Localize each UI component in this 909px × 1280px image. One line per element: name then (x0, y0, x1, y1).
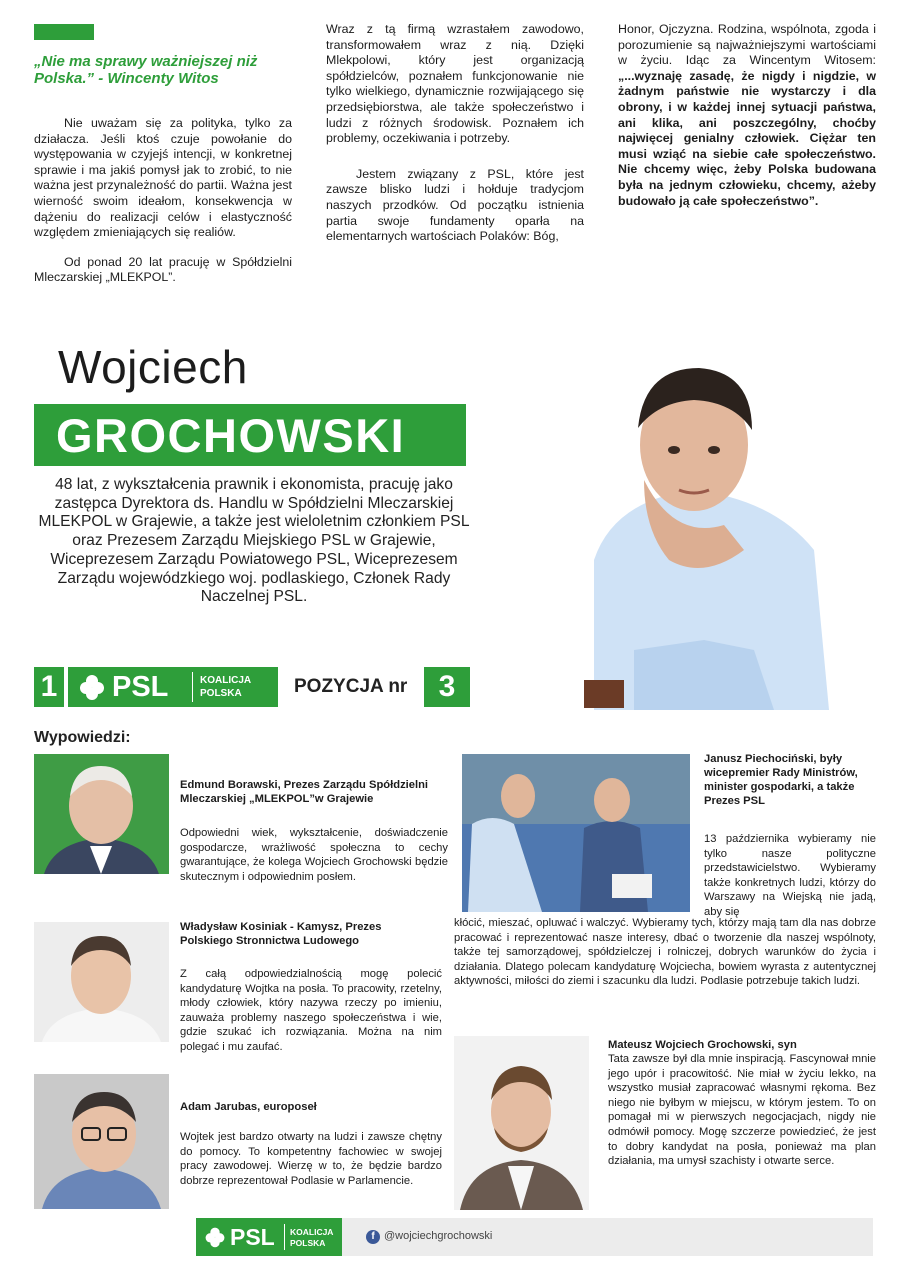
testimonial-author: Mateusz Wojciech Grochowski, syn (608, 1039, 797, 1051)
coalition-label-2: POLSKA (290, 1238, 326, 1248)
party-name: PSL (230, 1224, 275, 1250)
accent-bar (34, 24, 94, 40)
paragraph: Od ponad 20 lat pracuję w Spółdzielni Mleczarskiej „MLEKPOL”. (34, 254, 292, 285)
testimonial-text: kłócić, mieszać, opluwać i walczyć. Wybieramy tych, którzy mają tam dla nas dobrze pracować i reprezentować nasze interesy, dbać o tworzenie dla naszej wspólnoty, także tej samorządowej, spółdzielczej i rolniczej, dobrych warunków do życia i działania. Dlatego polecam kandydaturę Wojciecha, bowiem wyrasta z autentycznej aktywności, miłości do ziemi i szacunku dla ludzi. Podlasie potrzebuje takich ludzi. (454, 917, 876, 988)
clover-icon (204, 1226, 226, 1248)
candidate-bio: 48 lat, z wykształcenia prawnik i ekonomista, pracuję jako zastępca Dyrektora ds. Handlu w Spółdzielni Mleczarskiej MLEKPOL w Grajewie, a także jest wieloletnim członkiem PSL oraz Prezesem Zarządu Miejskiego PSL w Grajewie, Wiceprezesem Zarządu Powiatowego PSL, Wiceprezesem Zarządu wojewódzkiego woj. podlaskiego, Członek Rady Naczelnej PSL. (38, 476, 470, 606)
article-column-2 (326, 22, 584, 259)
testimonial-text: 13 października wybieramy nie tylko nasze polityczne przedstawicielstwo. Wybieramy także konkretnych ludzi, którzy do Warszawy na Wiejską nie jadą, aby się (704, 833, 876, 918)
testimonial-text: Wojtek jest bardzo otwarty na ludzi i zawsze chętny do pomocy. To kompetentny fachowiec w swojej pracy zawodowej. Wierzę w to, że będzie bardzo dobrze reprezentował Podlasie w Parlamencie. (180, 1131, 442, 1187)
testimonial-text: Tata zawsze był dla mnie inspiracją. Fascynował mnie jego upór i pracowitość. Nie miał w życiu lekko, na wszystko musiał zapracować własnymi rękoma. Bez niego nie byłbym w miejscu, w którym jestem. To on pomagał mi w pierwszych negocjacjach, nigdy nie odmówił pomocy. Mogę szczerze powiedzieć, że jest to dobry kandydat na posła, ponieważ ma plan działania, ma umysł szachisty i otwarte serce. (608, 1053, 876, 1168)
photo-handshake (462, 754, 690, 912)
position-label: POZYCJA nr (294, 676, 408, 697)
divider (284, 1224, 285, 1250)
paragraph: Honor, Ojczyzna. Rodzina, wspólnota, zgoda i porozumienie są najważniejszymi wartościami w życiu. Idąc za Wincentym Witosem: (618, 22, 876, 68)
coalition-label-1: KOALICJA (290, 1227, 334, 1237)
testimonial-text: Odpowiedni wiek, wykształcenie, doświadczenie gospodarcze, wrażliwość społeczna to cechy gwarantujące, że kolega Wojciech Grochowski będzie skutecznym i odpowiednim posłem. (180, 827, 448, 883)
candidate-portrait (574, 350, 839, 710)
paragraph: Jestem związany z PSL, które jest zawsze blisko ludzi i hołduje tradycjom naszych przodków. Od początku istnienia partia swoje fundamenty oparła na elementarnych wartościach Polaków: Bóg, (326, 166, 584, 244)
testimonial-author: Władysław Kosiniak - Kamysz, Prezes Polskiego Stronnictwa Ludowego (180, 921, 382, 947)
avatar (34, 922, 169, 1042)
position-number: 3 (424, 667, 470, 707)
paragraph: Wraz z tą firmą wzrastałem zawodowo, transformowałem wraz z nią. Dzięki Mlekpolowi, który jest organizacją spółdzielców, poznałem funkcjonowanie nie tylko wielkiego, dynamicznie rozwijającego się przedsiębiorstwa, ale także społeczeństwo i ludzi z różnych środowisk. Poznałem ich problemy, oczekiwania i potrzeby. (326, 22, 584, 146)
article-column-1 (34, 116, 292, 286)
psl-logo (68, 667, 278, 707)
list-number: 1 (34, 667, 64, 707)
testimonials-heading: Wypowiedzi: (34, 729, 131, 746)
testimonial-author: Adam Jarubas, europoseł (180, 1101, 317, 1113)
coalition-label-1: KOALICJA (200, 675, 252, 686)
party-name: PSL (112, 671, 169, 703)
clover-icon (78, 673, 106, 701)
footer-psl-logo (196, 1218, 342, 1256)
witos-quote: „...wyznaję zasadę, że nigdy i nigdzie, w żadnym państwie nie wystarczy i dla obrony, i w każdej innej sytuacji państwa, ani klika, ani poszczególny, choćby najwięcej genialny człowiek. Ciężar ten musi wziąć na siebie całe społeczeństwo. Nie chcemy więc, żeby Polska budowana była na jednym człowieku, chcemy, ażeby budowało ją całe społeczeństwo”. (618, 68, 876, 208)
avatar (34, 754, 169, 874)
divider (192, 672, 193, 702)
facebook-handle[interactable]: @wojciechgrochowski (384, 1230, 493, 1242)
facebook-icon[interactable]: f (366, 1230, 380, 1244)
article-column-3 (618, 22, 876, 209)
testimonial-text: Z całą odpowiedzialnością mogę polecić kandydaturę Wojtka na posła. To pracowity, rzetelny, młody człowiek, który nazywa rzeczy po imieniu, zauważa problemy naszego społeczeństwa i wie, gdzie szukać ich rozwiązania. Można na nim polegać i mu zaufać. (180, 968, 442, 1053)
testimonial-author: Janusz Piechociński, były wicepremier Rady Ministrów, minister gospodarki, a także Prezes PSL (704, 753, 858, 807)
candidate-last-name: GROCHOWSKI (56, 409, 406, 462)
quote-headline: „Nie ma sprawy ważniejszej niż Polska.” - Wincenty Witos (34, 53, 258, 87)
paragraph: Nie uważam się za polityka, tylko za działacza. Jeśli ktoś czuje powołanie do występowania w czyjejś intencji, w konkretnej sprawie i ma jakiś pomysł jak to zrobić, to nie ważna jest przynależność do partii. Ważna jest wierność swoim ideałom, konsekwencja w dążeniu do realizacji celów i elastyczność względem zmieniających się realiów. (34, 116, 292, 240)
coalition-label-2: POLSKA (200, 688, 242, 699)
testimonial-author: Edmund Borawski, Prezes Zarządu Spółdzielni Mleczarskiej „MLEKPOL”w Grajewie (180, 779, 429, 805)
avatar (454, 1036, 589, 1210)
avatar (34, 1074, 169, 1209)
candidate-first-name: Wojciech (58, 341, 248, 393)
